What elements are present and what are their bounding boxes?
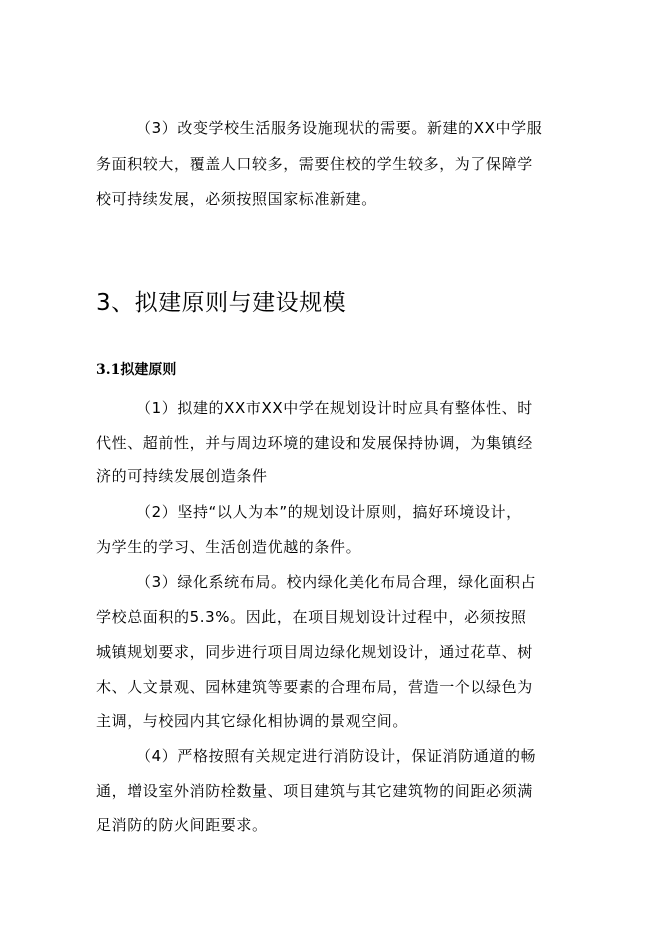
item-2-line-2: 为学生的学习、生活创造优越的条件。 — [96, 538, 362, 556]
item-3-line-5: 主调，与校园内其它绿化相协调的景观空间。 — [96, 712, 409, 730]
item-2-line-1: （2）坚持“以人为本”的规划设计原则，搞好环境设计， — [136, 503, 522, 521]
subsection-heading: 3.1拟建原则 — [96, 362, 177, 378]
paragraph-3-line-2: 务面积较大，覆盖人口较多，需要住校的学生较多，为了保障学 — [96, 155, 533, 173]
item-1-line-1: （1）拟建的XX市XX中学在规划设计时应具有整体性、时 — [136, 399, 533, 417]
item-1-line-3: 济的可持续发展创造条件 — [96, 467, 268, 485]
item-3-line-1: （3）绿化系统布局。校内绿化美化布局合理，绿化面积占 — [136, 573, 537, 591]
item-4-line-1: （4）严格按照有关规定进行消防设计，保证消防通道的畅 — [136, 747, 537, 765]
item-4-line-2: 通，增设室外消防栓数量、项目建筑与其它建筑物的间距必须满 — [96, 782, 533, 800]
item-1-line-2: 代性、超前性，并与周边环境的建设和发展保持协调，为集镇经 — [96, 434, 533, 452]
section-heading: 3、拟建原则与建设规模 — [96, 290, 347, 316]
paragraph-3-line-3: 校可持续发展，必须按照国家标准新建。 — [96, 190, 377, 208]
item-3-line-2: 学校总面积的5.3%。因此，在项目规划设计过程中，必须按照 — [96, 608, 527, 626]
item-4-line-3: 足消防的防火间距要求。 — [96, 816, 268, 834]
paragraph-3-line-1: （3）改变学校生活服务设施现状的需要。新建的XX中学服 — [136, 119, 543, 137]
item-3-line-3: 城镇规划要求，同步进行项目周边绿化规划设计，通过花草、树 — [96, 643, 533, 661]
item-3-line-4: 木、人文景观、园林建筑等要素的合理布局，营造一个以绿色为 — [96, 678, 533, 696]
